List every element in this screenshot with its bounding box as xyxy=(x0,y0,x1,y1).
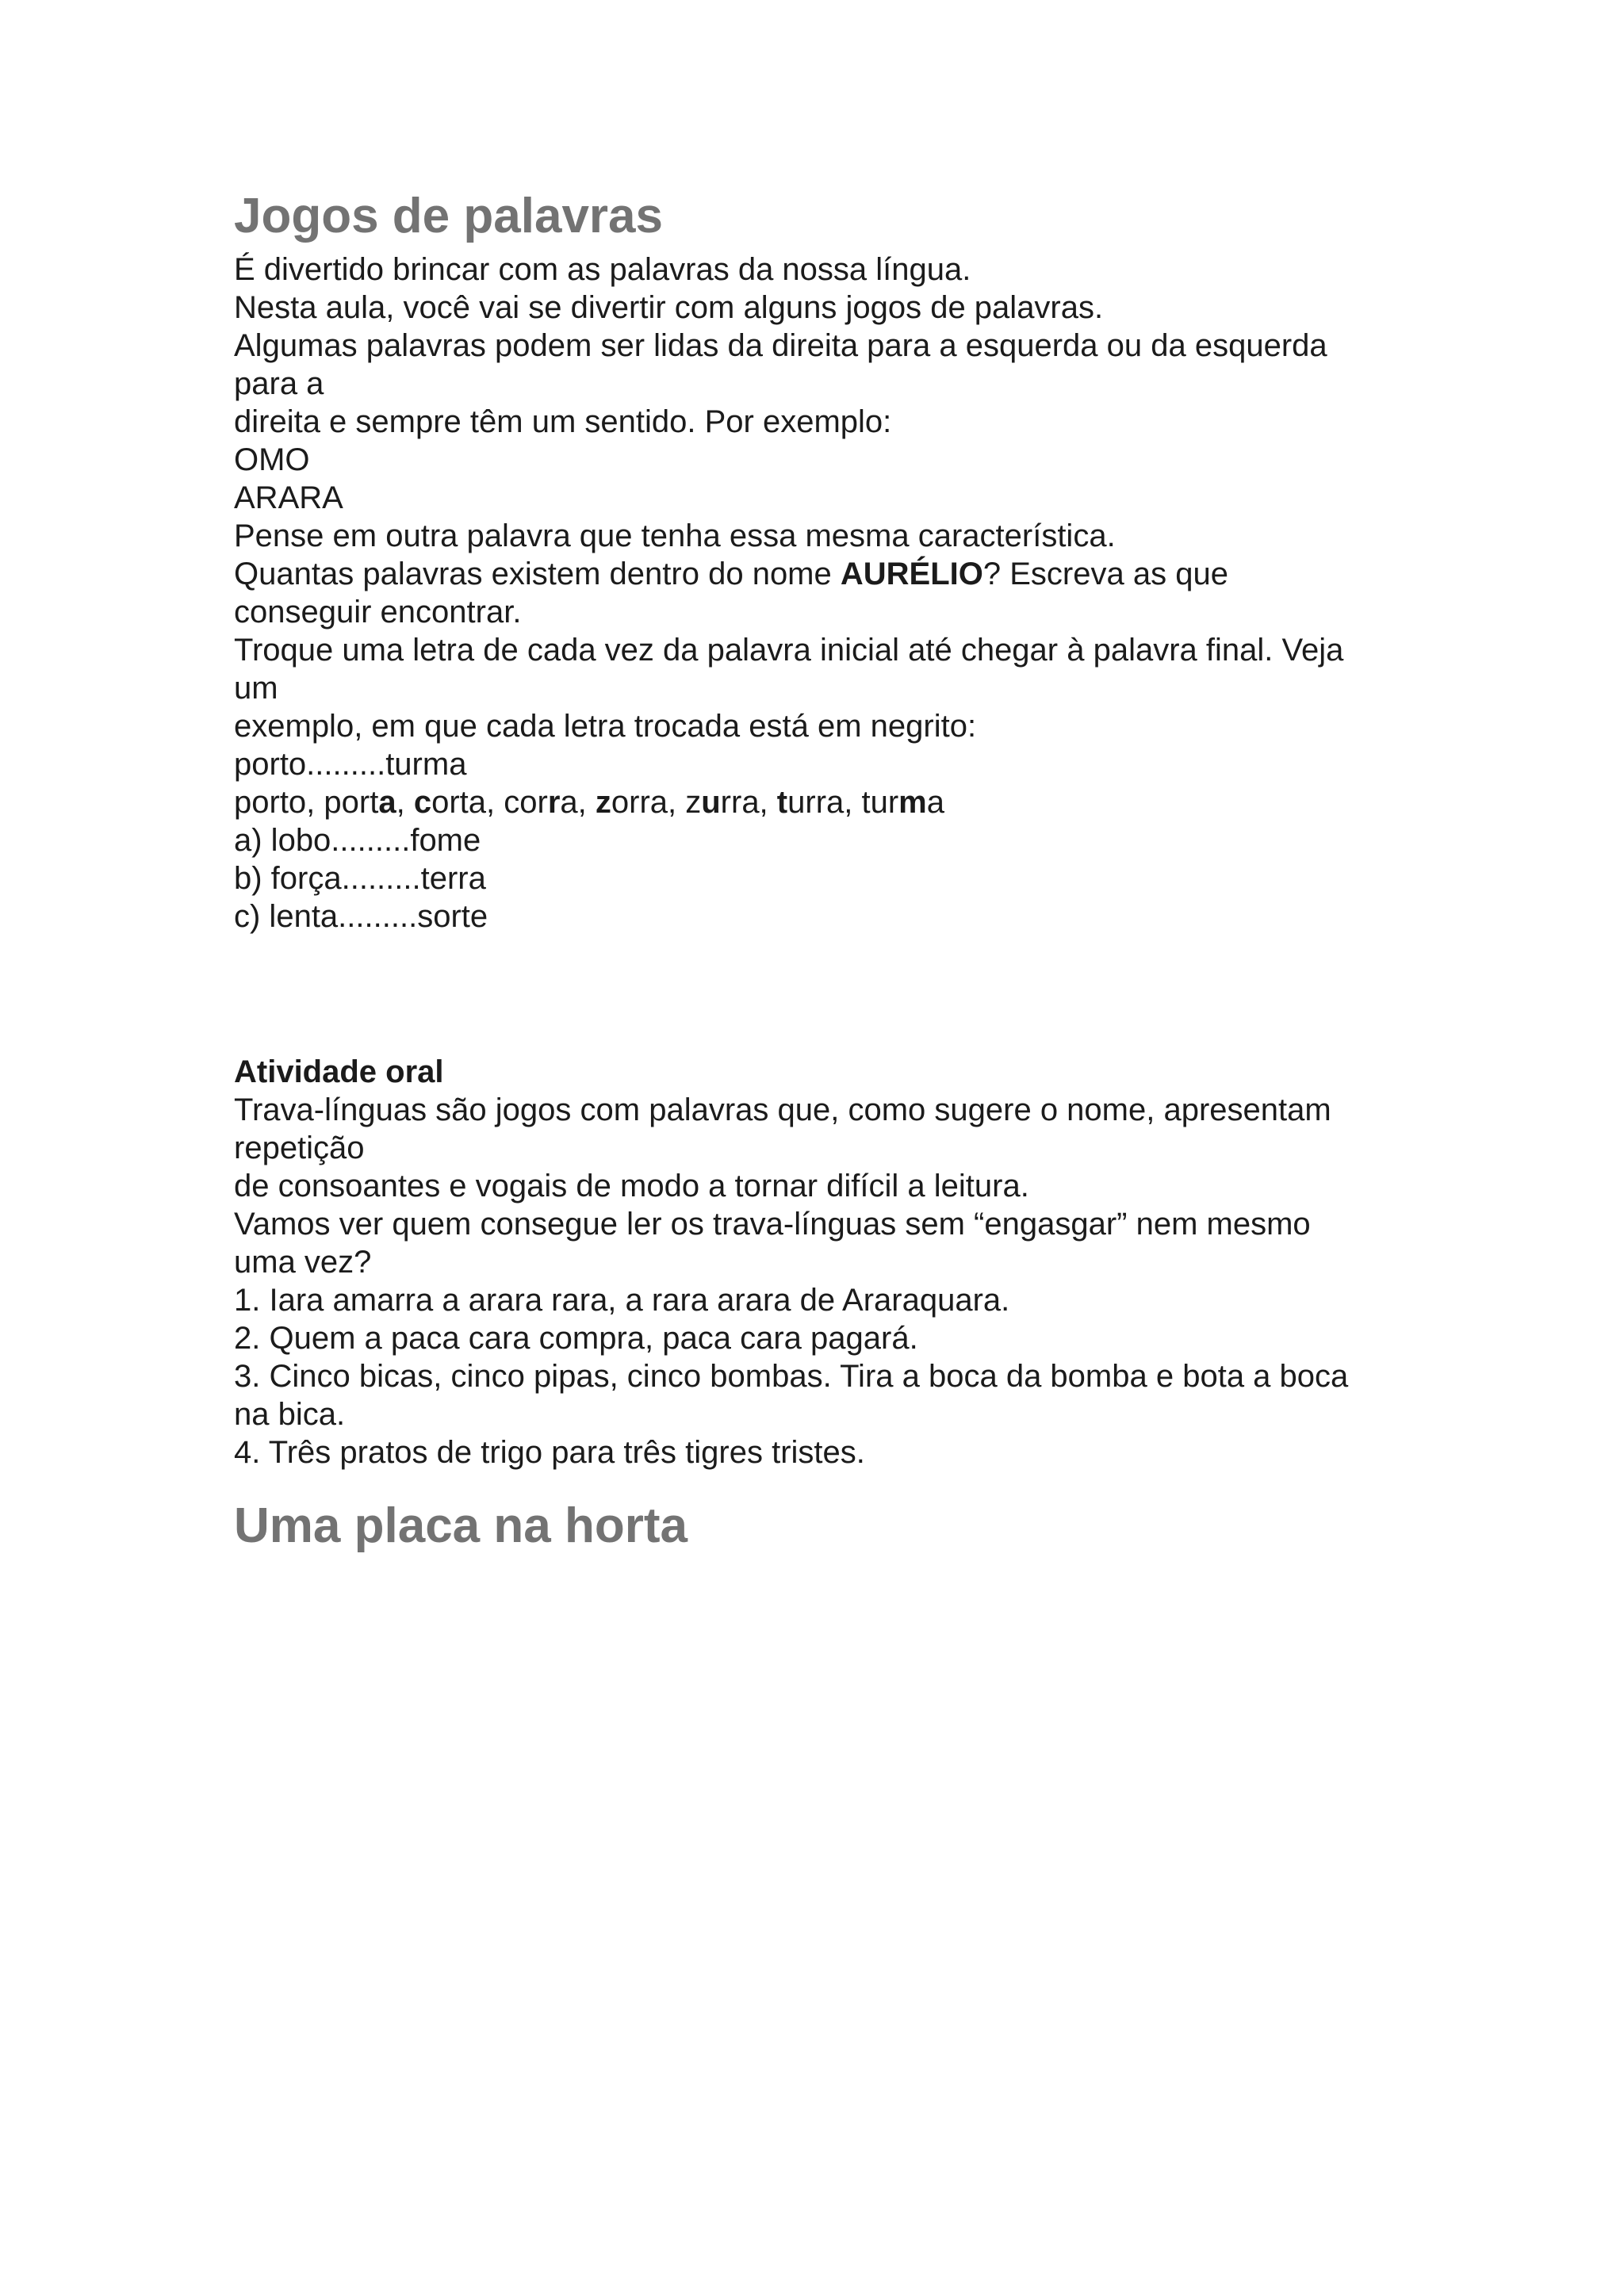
intro-line: Pense em outra palavra que tenha essa mesma característica. xyxy=(234,519,1116,553)
intro-line: É divertido brincar com as palavras da nossa língua. xyxy=(234,252,971,287)
example-word: rra, xyxy=(720,785,777,820)
example-word: port xyxy=(324,785,379,820)
intro-line: direita e sempre têm um sentido. Por exemplo: xyxy=(234,404,892,439)
changed-letter: m xyxy=(898,785,927,820)
atividade-line: repetição xyxy=(234,1131,365,1165)
exercise-item: b) força.........terra xyxy=(234,861,486,896)
troque-line: exemplo, em que cada letra trocada está em negrito: xyxy=(234,709,977,744)
changed-letter: a xyxy=(378,785,396,820)
tongue-twister-item: na bica. xyxy=(234,1397,346,1432)
troque-line: um xyxy=(234,671,278,706)
tongue-twister-item: 1. Iara amarra a arara rara, a rara arara de Araraquara. xyxy=(234,1283,1010,1318)
aurelio-question xyxy=(234,555,1408,593)
troque-line: Troque uma letra de cada vez da palavra inicial até chegar à palavra final. Veja xyxy=(234,633,1344,668)
example-word: , xyxy=(396,785,414,820)
intro-line: Nesta aula, você vai se divertir com alguns jogos de palavras. xyxy=(234,290,1104,325)
changed-letter: c xyxy=(413,785,432,820)
heading-uma-placa-na-horta: Uma placa na horta xyxy=(234,1498,688,1553)
tongue-twister-item: 4. Três pratos de trigo para três tigres tristes. xyxy=(234,1435,865,1470)
changed-letter: t xyxy=(776,785,788,820)
atividade-line: uma vez? xyxy=(234,1245,372,1280)
example-word: cor xyxy=(504,785,548,820)
atividade-line: Trava-línguas são jogos com palavras que, como sugere o nome, apresentam xyxy=(234,1093,1331,1127)
spacer xyxy=(234,936,1408,1053)
example-sequence xyxy=(234,783,1408,821)
atividade-line: de consoantes e vogais de modo a tornar difícil a leitura. xyxy=(234,1169,1029,1203)
aurelio-after: ? Escreva as que xyxy=(982,557,1228,591)
exercise-item: a) lobo.........fome xyxy=(234,823,481,858)
tongue-twister-item: 3. Cinco bicas, cinco pipas, cinco bombas. Tira a boca da bomba e bota a boca xyxy=(234,1359,1349,1394)
heading-jogos-de-palavras: Jogos de palavras xyxy=(234,189,664,243)
heading-atividade-oral: Atividade oral xyxy=(234,1054,444,1089)
example-word: z xyxy=(685,785,702,820)
example-word: a, xyxy=(560,785,596,820)
example-word: orta, xyxy=(431,785,504,820)
tongue-twister-item: 2. Quem a paca cara compra, paca cara pagará. xyxy=(234,1321,918,1356)
example-word: porto, xyxy=(234,785,324,820)
example-word-arara: ARARA xyxy=(234,480,343,515)
atividade-line: Vamos ver quem consegue ler os trava-línguas sem “engasgar” nem mesmo xyxy=(234,1207,1311,1242)
intro-line: Algumas palavras podem ser lidas da direita para a esquerda ou da esquerda xyxy=(234,328,1327,363)
example-word: orra, xyxy=(611,785,686,820)
aurelio-line2: conseguir encontrar. xyxy=(234,595,522,629)
example-word: tur xyxy=(861,785,899,820)
example-word: a xyxy=(926,785,944,820)
troque-example-pair: porto.........turma xyxy=(234,747,467,782)
intro-line: para a xyxy=(234,366,324,401)
changed-letter: z xyxy=(595,785,611,820)
example-word: urra, xyxy=(787,785,862,820)
changed-letter: r xyxy=(547,785,561,820)
aurelio-before: Quantas palavras existem dentro do nome xyxy=(234,557,841,591)
document-page xyxy=(234,182,1408,1560)
example-word-omo: OMO xyxy=(234,442,310,477)
aurelio-name: AURÉLIO xyxy=(840,557,983,591)
exercise-item: c) lenta.........sorte xyxy=(234,899,488,934)
changed-letter: u xyxy=(701,785,721,820)
